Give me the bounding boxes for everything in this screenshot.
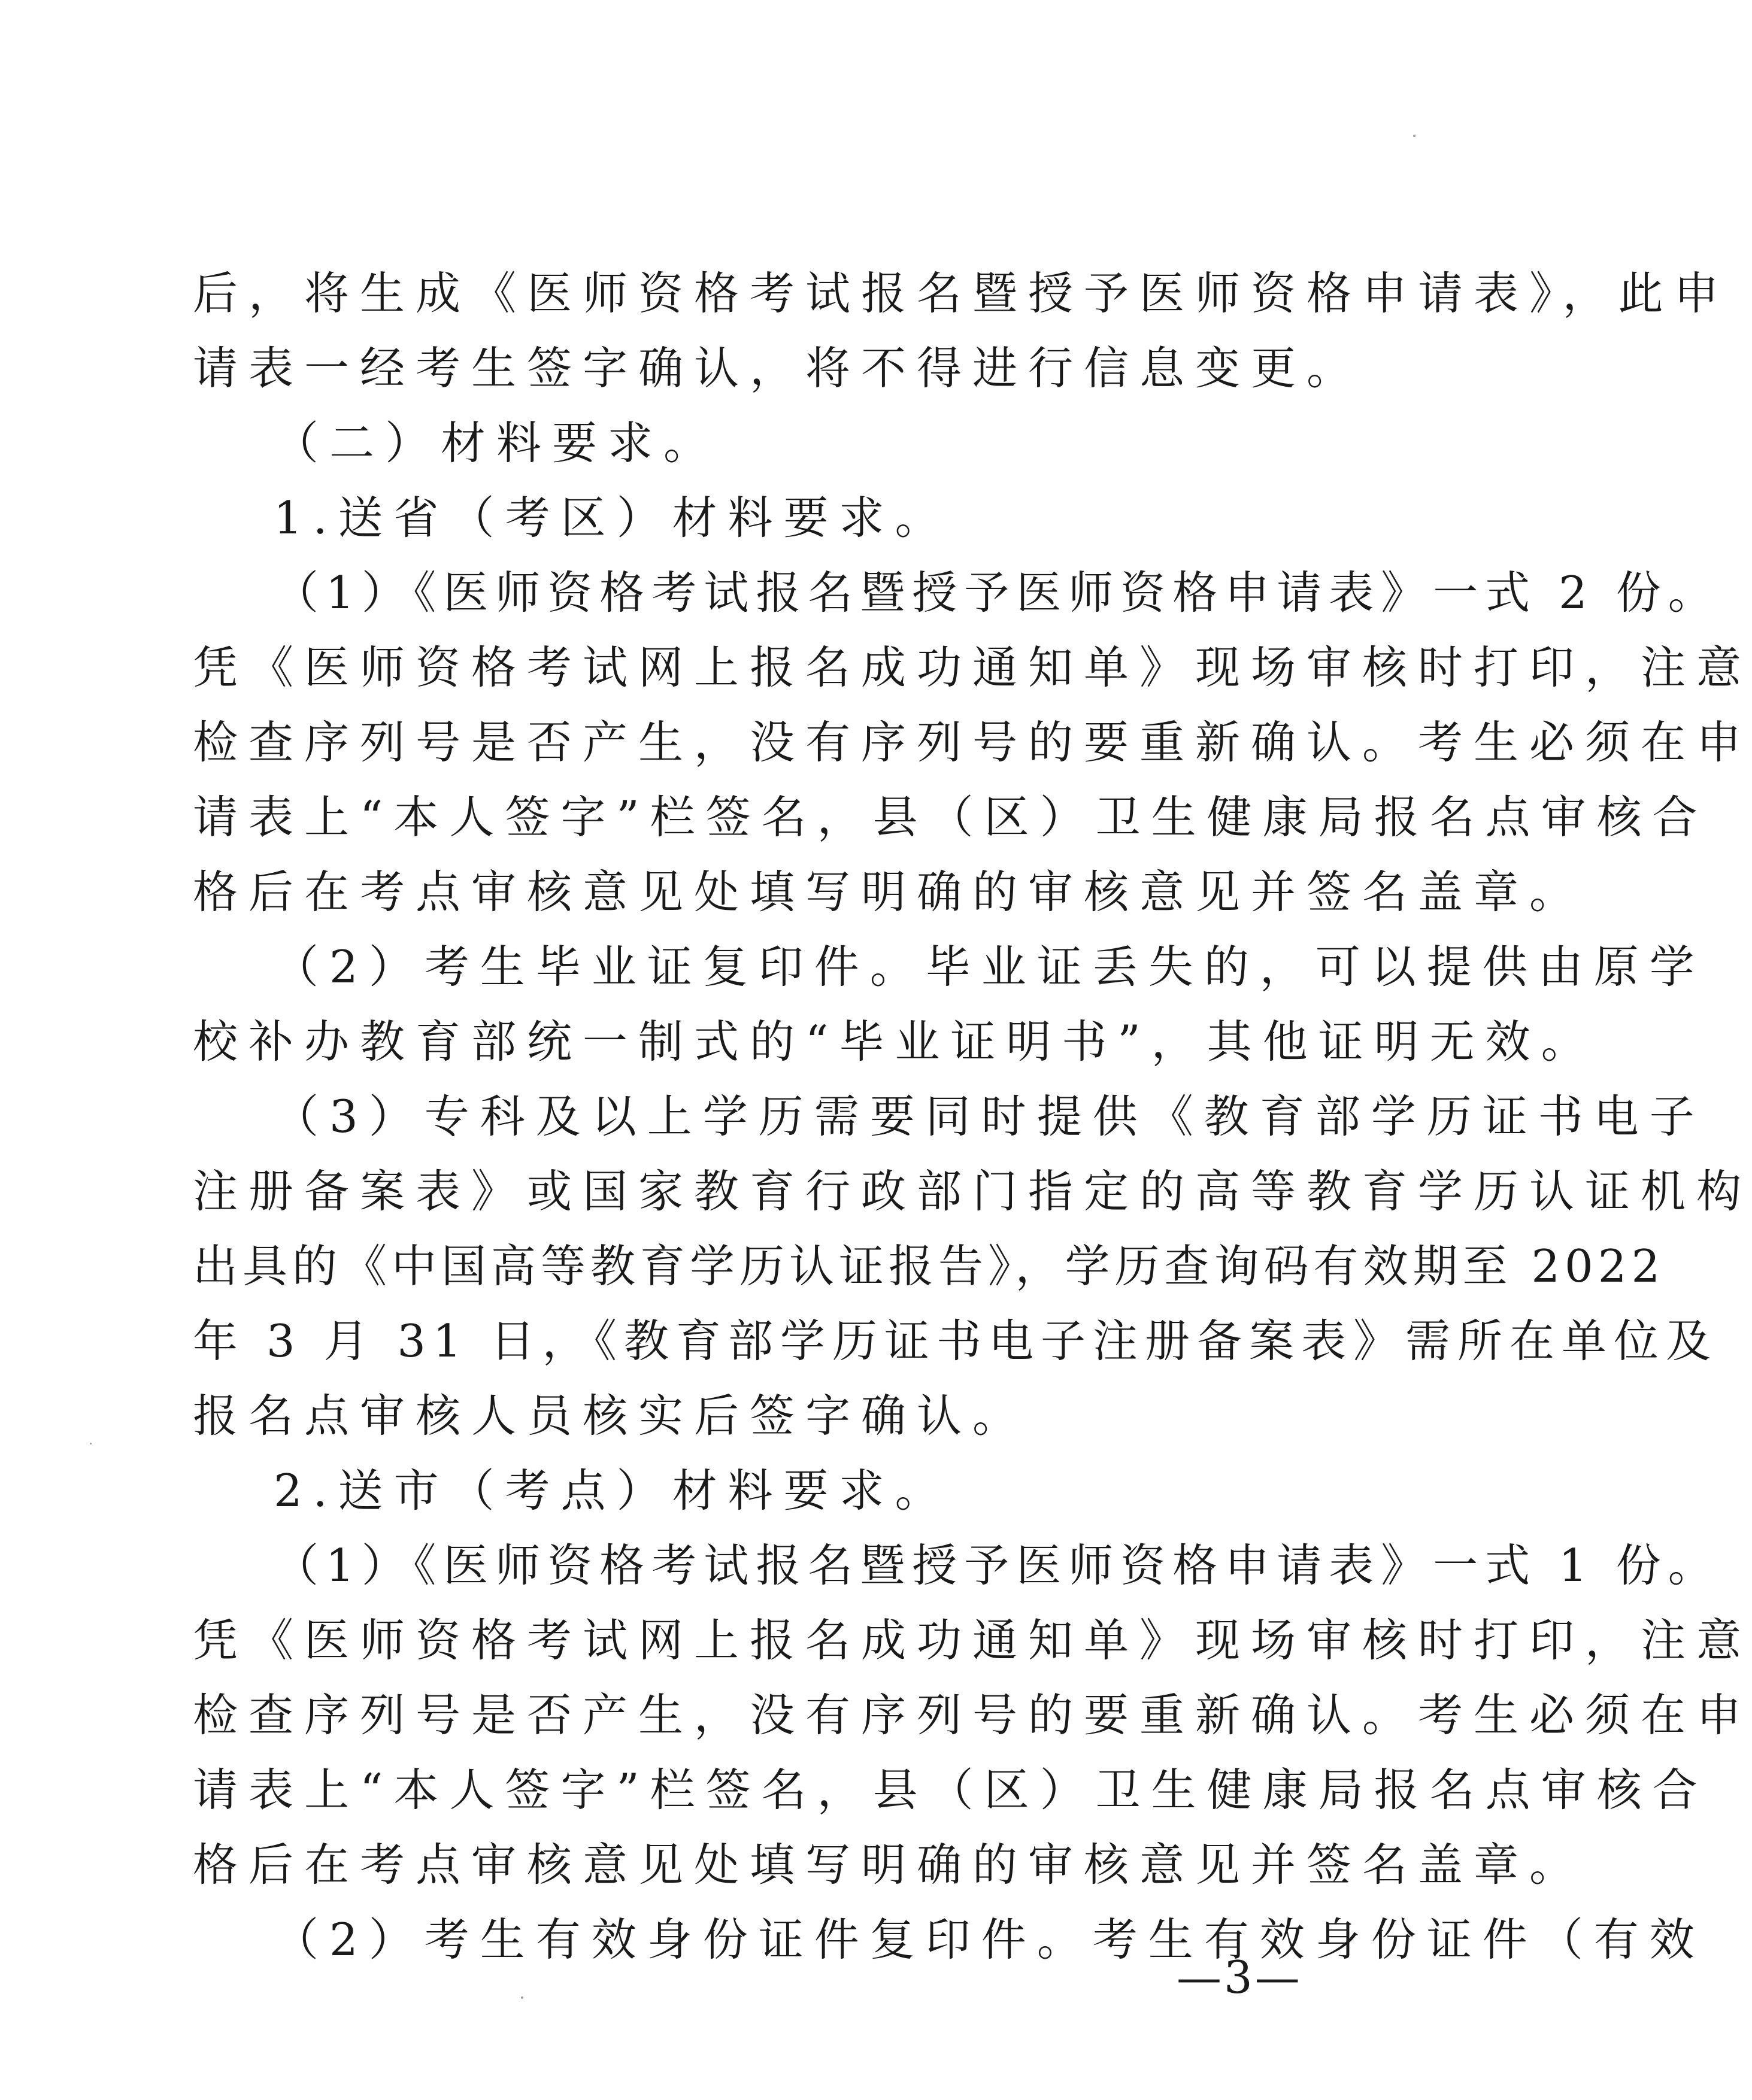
body-line-23: （2）考生有效身份证件复印件。考生有效身份证件（有效 <box>274 1913 1705 1966</box>
subsection-heading-city: 2.送市（考点）材料要求。 <box>274 1464 951 1517</box>
scan-speck <box>1413 135 1415 137</box>
body-line-13: 注册备案表》或国家教育行政部门指定的高等教育学历认证机构 <box>193 1165 1752 1218</box>
body-line-14: 出具的《中国高等教育学历认证报告》，学历查询码有效期至 2022 <box>193 1240 1665 1292</box>
body-line-21: 请表上“本人签字”栏签名，县（区）卫生健康局报名点审核合 <box>193 1764 1708 1816</box>
body-line-9: 格后在考点审核意见处填写明确的审核意见并签名盖章。 <box>193 866 1586 918</box>
body-line-22: 格后在考点审核意见处填写明确的审核意见并签名盖章。 <box>193 1838 1586 1891</box>
body-line-1: 后，将生成《医师资格考试报名暨授予医师资格申请表》，此申 <box>193 267 1730 320</box>
body-line-20: 检查序列号是否产生，没有序列号的要重新确认。考生必须在申 <box>193 1689 1752 1741</box>
body-line-11: 校补办教育部统一制式的“毕业证明书”，其他证明无效。 <box>193 1015 1597 1068</box>
body-line-12: （3）专科及以上学历需要同时提供《教育部学历证书电子 <box>274 1090 1705 1143</box>
body-line-15: 年 3 月 31 日，《教育部学历证书电子注册备案表》需所在单位及 <box>193 1315 1718 1367</box>
body-line-18: （1）《医师资格考试报名暨授予医师资格申请表》一式 1 份。 <box>274 1539 1720 1592</box>
scan-speck <box>90 1443 92 1444</box>
page-number: —3— <box>1177 1951 1302 2004</box>
body-line-10: （2）考生毕业证复印件。毕业证丢失的，可以提供由原学 <box>274 940 1705 993</box>
subsection-heading-province: 1.送省（考区）材料要求。 <box>274 491 951 544</box>
body-line-8: 请表上“本人签字”栏签名，县（区）卫生健康局报名点审核合 <box>193 791 1708 843</box>
body-line-16: 报名点审核人员核实后签字确认。 <box>193 1389 1029 1442</box>
body-line-19: 凭《医师资格考试网上报名成功通知单》现场审核时打印，注意 <box>193 1614 1752 1667</box>
body-line-7: 检查序列号是否产生，没有序列号的要重新确认。考生必须在申 <box>193 716 1752 769</box>
scan-speck <box>521 1996 523 1999</box>
body-line-6: 凭《医师资格考试网上报名成功通知单》现场审核时打印，注意 <box>193 641 1752 694</box>
section-heading-materials: （二）材料要求。 <box>274 417 720 469</box>
body-line-5: （1）《医师资格考试报名暨授予医师资格申请表》一式 2 份。 <box>274 566 1720 619</box>
body-line-2: 请表一经考生签字确认，将不得进行信息变更。 <box>193 342 1363 394</box>
